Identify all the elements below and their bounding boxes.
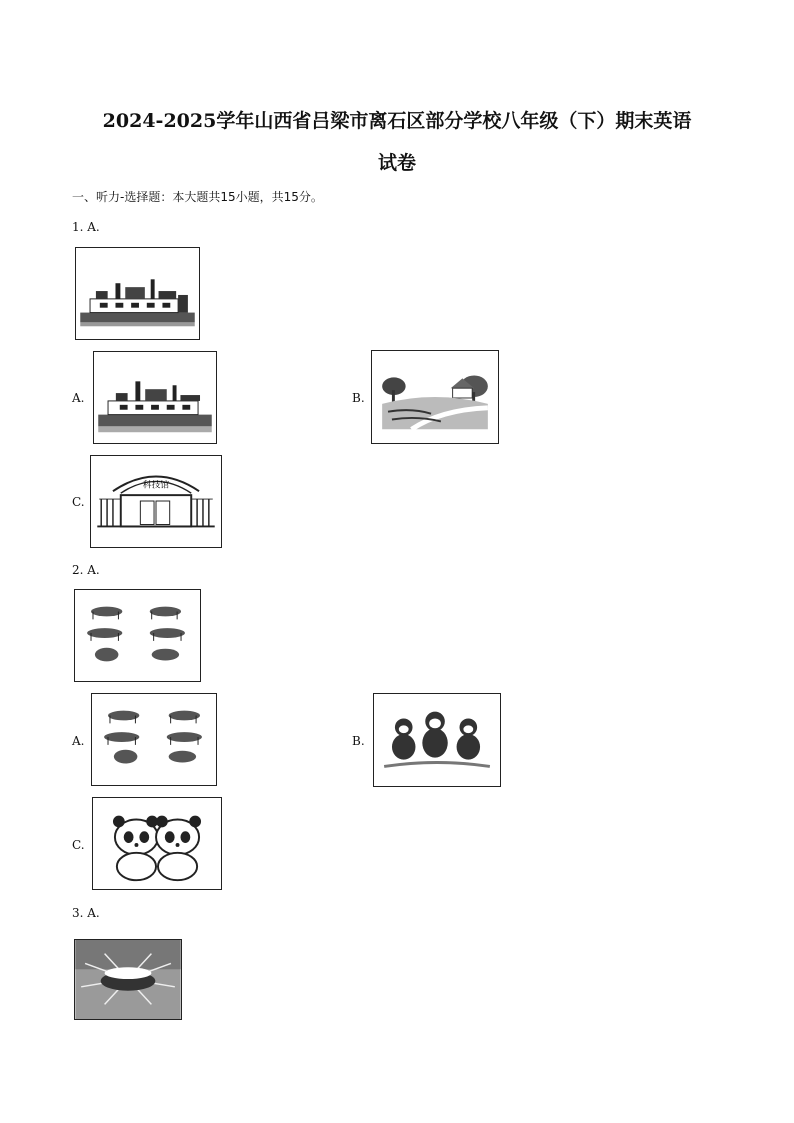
option-c-label: C. [72, 838, 85, 852]
question-3-number: 3. A. [72, 906, 100, 920]
pandas-icon[interactable] [92, 797, 222, 890]
question-1-number: 1. A. [72, 220, 100, 234]
option-b-label: B. [352, 391, 365, 405]
countryside-icon[interactable] [371, 350, 499, 444]
sun-icon [74, 939, 182, 1020]
page-title-line2: 试卷 [377, 152, 416, 174]
science-museum-icon[interactable] [90, 455, 222, 548]
section-heading: 一、听力-选择题：本大题共15小题，共15分。 [72, 190, 323, 204]
monkeys-icon[interactable] [373, 693, 501, 787]
question-2-number: 2. A. [72, 563, 100, 577]
factory-icon[interactable] [93, 351, 217, 444]
factory-icon [75, 247, 200, 340]
option-a-label: A. [72, 734, 85, 748]
option-b-label: B. [352, 734, 365, 748]
tigers-icon[interactable] [91, 693, 217, 786]
option-a-label: A. [72, 391, 85, 405]
museum-sign-text: 科技馆 [142, 480, 170, 491]
page-title: 2024-2025学年山西省吕梁市离石区部分学校八年级（下）期末英语 [102, 110, 692, 132]
option-c-label: C. [72, 495, 85, 509]
tigers-icon [74, 589, 201, 682]
